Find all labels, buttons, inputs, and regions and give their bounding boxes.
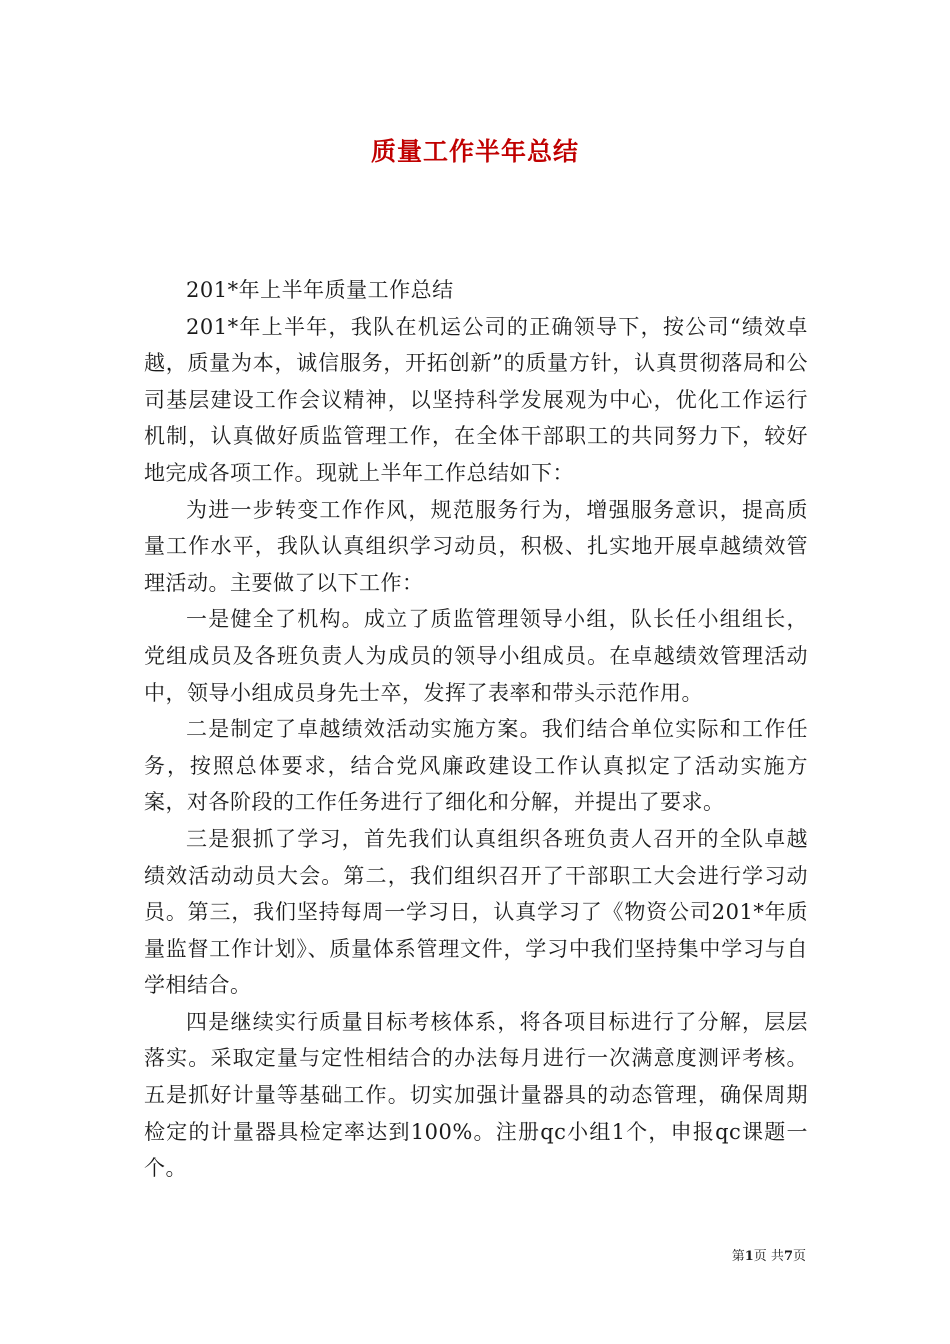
paragraph-subtitle: 201*年上半年质量工作总结 [186, 278, 454, 302]
paragraph-study: 三是狠抓了学习，首先我们认真组织各班负责人召开的全队卓越绩效活动动员大会。第二，我们组织召开了干部职工大会进行学习动员。第三，我们坚持每周一学习日，认真学习了《物资公司201*年质量监督工作计划》、质量体系管理文件，学习中我们坚持集中学习与自学相结合。 [144, 826, 808, 998]
footer-suffix: 页 [792, 1249, 806, 1264]
document-body [144, 272, 808, 1187]
footer-current-page: 1 [744, 1249, 754, 1264]
footer-prefix: 第 [731, 1249, 745, 1264]
footer-middle: 页 共 [753, 1249, 784, 1264]
page-title: 质量工作半年总结 [370, 137, 579, 166]
page-footer [732, 1245, 806, 1264]
paragraph-plan: 二是制定了卓越绩效活动实施方案。我们结合单位实际和工作任务，按照总体要求，结合党风廉政建设工作认真拟定了活动实施方案，对各阶段的工作任务进行了细化和分解，并提出了要求。 [144, 717, 808, 815]
paragraph-overview: 为进一步转变工作作风，规范服务行为，增强服务意识，提高质量工作水平，我队认真组织学习动员，积极、扎实地开展卓越绩效管理活动。主要做了以下工作： [144, 497, 808, 595]
paragraph-intro: 201*年上半年，我队在机运公司的正确领导下，按公司“绩效卓越，质量为本，诚信服务，开拓创新”的质量方针，认真贯彻落局和公司基层建设工作会议精神，以坚持科学发展观为中心，优化工作运行机制，认真做好质监管理工作，在全体干部职工的共同努力下，较好地完成各项工作。现就上半年工作总结如下： [144, 314, 808, 485]
paragraph-organization: 一是健全了机构。成立了质监管理领导小组，队长任小组组长，党组成员及各班负责人为成员的领导小组成员。在卓越绩效管理活动中，领导小组成员身先士卒，发挥了表率和带头示范作用。 [144, 607, 808, 705]
footer-total-pages: 7 [783, 1249, 793, 1264]
paragraph-assessment: 四是继续实行质量目标考核体系，将各项目标进行了分解，层层落实。采取定量与定性相结合的办法每月进行一次满意度测评考核。五是抓好计量等基础工作。切实加强计量器具的动态管理，确保周期检定的计量器具检定率达到100%。注册qc小组1个，申报qc课题一个。 [144, 1009, 808, 1181]
